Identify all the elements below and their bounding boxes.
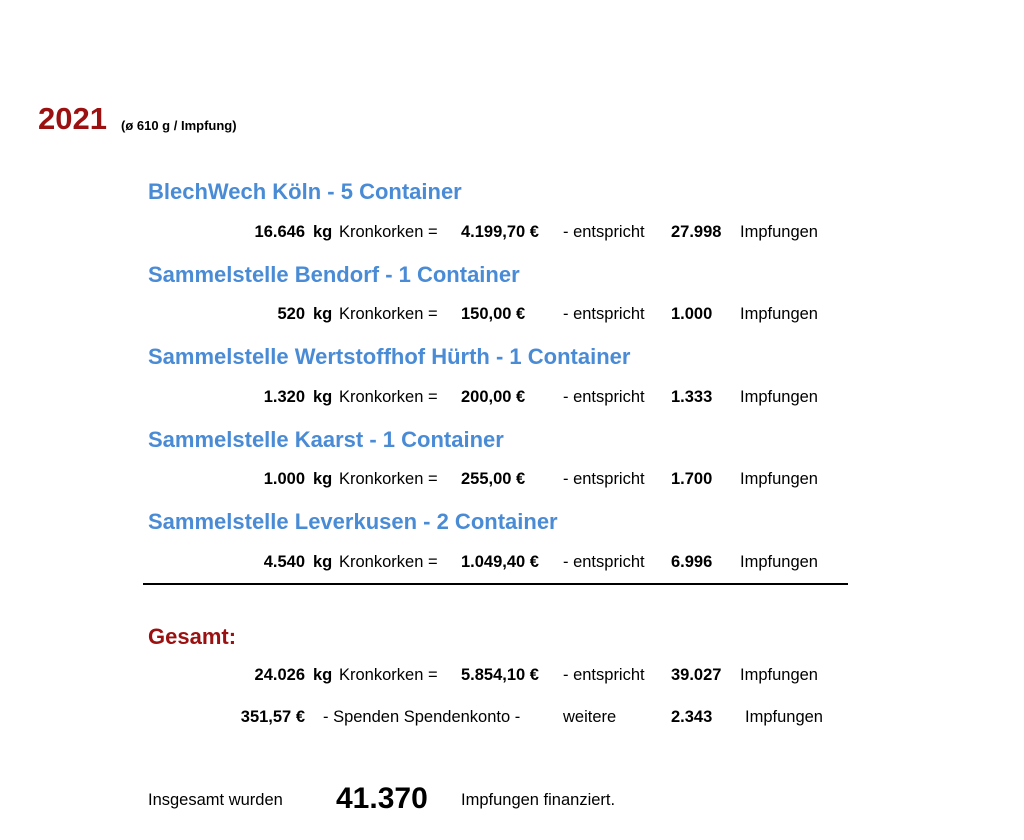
euro-value: 5.854,10 € [461, 666, 539, 684]
data-row-bendorf [0, 305, 1024, 329]
final-total-number: 41.370 [336, 782, 428, 815]
spenden-description: - Spenden Spendenkonto - [323, 708, 521, 726]
section-title-kaarst: Sammelstelle Kaarst - 1 Container [148, 427, 504, 452]
entspricht-label: - entspricht [563, 223, 645, 241]
spenden-amount: 351,57 € [240, 708, 305, 726]
kronkorken-label: Kronkorken = [339, 553, 438, 571]
final-suffix: Impfungen finanziert. [461, 791, 616, 809]
kg-value: 520 [277, 305, 305, 323]
data-row-kaarst [0, 470, 1024, 494]
entspricht-label: - entspricht [563, 666, 645, 684]
section-title-blechwech-koeln: BlechWech Köln - 5 Container [148, 179, 462, 204]
kronkorken-label: Kronkorken = [339, 666, 438, 684]
kronkorken-label: Kronkorken = [339, 223, 438, 241]
spenden-weitere: weitere [563, 708, 617, 726]
data-row-blechwech-koeln [0, 223, 1024, 247]
kronkorken-label: Kronkorken = [339, 388, 438, 406]
year-note: (ø 610 g / Impfung) [121, 118, 237, 133]
data-row-spenden [0, 708, 1024, 732]
kg-value: 4.540 [263, 553, 305, 571]
impfungen-label: Impfungen [740, 223, 818, 241]
entspricht-label: - entspricht [563, 553, 645, 571]
section-title-huerth: Sammelstelle Wertstoffhof Hürth - 1 Container [148, 344, 631, 369]
euro-value: 150,00 € [461, 305, 526, 323]
kg-unit: kg [313, 553, 333, 571]
gesamt-title: Gesamt: [148, 624, 237, 649]
impfungen-label: Impfungen [740, 666, 818, 684]
kg-value: 16.646 [254, 223, 305, 241]
impfungen-value: 1.333 [671, 388, 713, 406]
kg-unit: kg [313, 666, 333, 684]
impfungen-label: Impfungen [740, 388, 818, 406]
section-title-leverkusen: Sammelstelle Leverkusen - 2 Container [148, 509, 558, 534]
impfungen-value: 1.700 [671, 470, 713, 488]
spenden-impfungen-label: Impfungen [745, 708, 823, 726]
kronkorken-label: Kronkorken = [339, 470, 438, 488]
impfungen-label: Impfungen [740, 305, 818, 323]
euro-value: 4.199,70 € [461, 223, 539, 241]
impfungen-value: 1.000 [671, 305, 713, 323]
kg-value: 24.026 [254, 666, 305, 684]
total-divider [143, 583, 848, 585]
data-row-leverkusen [0, 553, 1024, 577]
kg-unit: kg [313, 305, 333, 323]
impfungen-value: 6.996 [671, 553, 713, 571]
final-prefix: Insgesamt wurden [148, 791, 283, 809]
year-heading: 2021 [38, 101, 107, 136]
kg-unit: kg [313, 223, 333, 241]
section-title-bendorf: Sammelstelle Bendorf - 1 Container [148, 262, 520, 287]
euro-value: 255,00 € [461, 470, 526, 488]
kg-unit: kg [313, 388, 333, 406]
kg-value: 1.320 [263, 388, 305, 406]
kg-value: 1.000 [263, 470, 305, 488]
impfungen-value: 39.027 [671, 666, 722, 684]
data-row-gesamt [0, 666, 1024, 690]
entspricht-label: - entspricht [563, 470, 645, 488]
impfungen-value: 27.998 [671, 223, 722, 241]
impfungen-label: Impfungen [740, 470, 818, 488]
euro-value: 200,00 € [461, 388, 526, 406]
kg-unit: kg [313, 470, 333, 488]
data-row-huerth [0, 388, 1024, 412]
impfungen-label: Impfungen [740, 553, 818, 571]
euro-value: 1.049,40 € [461, 553, 539, 571]
spenden-impfungen-value: 2.343 [671, 708, 713, 726]
entspricht-label: - entspricht [563, 305, 645, 323]
entspricht-label: - entspricht [563, 388, 645, 406]
kronkorken-label: Kronkorken = [339, 305, 438, 323]
